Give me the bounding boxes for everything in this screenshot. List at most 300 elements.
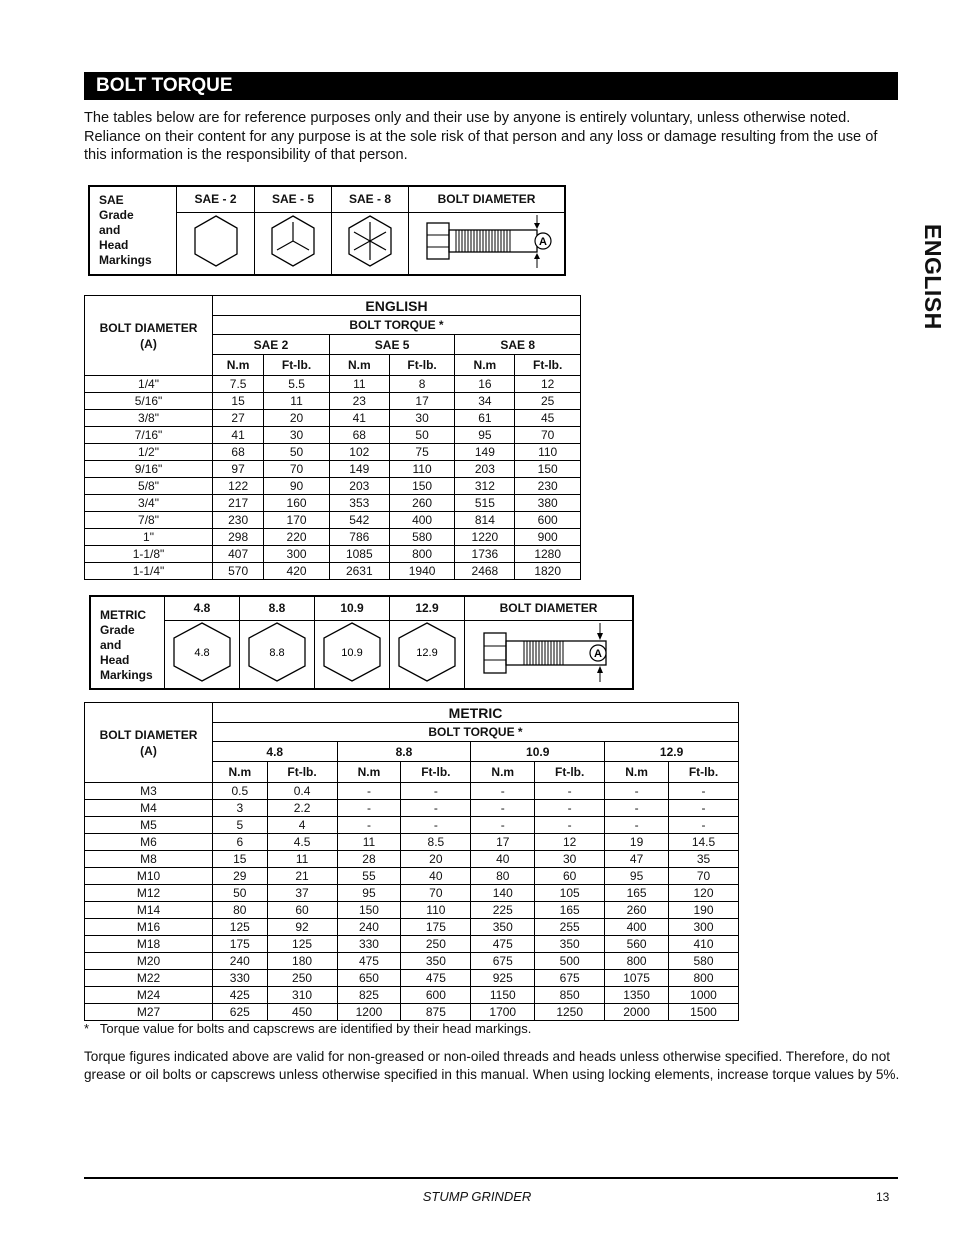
table-row bbox=[85, 783, 739, 800]
torque-value-cell: 70 bbox=[401, 885, 471, 902]
table-row bbox=[85, 410, 581, 427]
torque-value-cell: 380 bbox=[515, 495, 581, 512]
metric-grade-header: 4.8 bbox=[165, 596, 240, 620]
torque-value-cell: 2631 bbox=[329, 563, 389, 580]
torque-value-cell: 110 bbox=[389, 461, 455, 478]
metric-grade-header: 12.9 bbox=[390, 596, 465, 620]
table-row bbox=[85, 800, 739, 817]
torque-value-cell: 70 bbox=[669, 868, 739, 885]
metric-group: 10.9 bbox=[471, 742, 605, 762]
table-row bbox=[85, 970, 739, 987]
torque-value-cell: 50 bbox=[389, 427, 455, 444]
bolt-size-cell: M12 bbox=[85, 885, 213, 902]
torque-value-cell: 125 bbox=[267, 936, 337, 953]
torque-value-cell: 7.5 bbox=[213, 376, 264, 393]
torque-value-cell: 17 bbox=[471, 834, 535, 851]
torque-value-cell: 125 bbox=[213, 919, 268, 936]
torque-value-cell: 34 bbox=[455, 393, 515, 410]
table-row bbox=[85, 546, 581, 563]
torque-value-cell: 180 bbox=[267, 953, 337, 970]
torque-value-cell: - bbox=[605, 800, 669, 817]
bolt-diameter-header: BOLT DIAMETER bbox=[465, 596, 634, 620]
torque-value-cell: 12 bbox=[515, 376, 581, 393]
torque-value-cell: 240 bbox=[213, 953, 268, 970]
torque-value-cell: 1220 bbox=[455, 529, 515, 546]
english-unit: Ft-lb. bbox=[515, 355, 581, 376]
torque-value-cell: 102 bbox=[329, 444, 389, 461]
torque-value-cell: 350 bbox=[401, 953, 471, 970]
torque-value-cell: 61 bbox=[455, 410, 515, 427]
torque-value-cell: 55 bbox=[337, 868, 401, 885]
bolt-size-cell: M4 bbox=[85, 800, 213, 817]
torque-value-cell: - bbox=[401, 800, 471, 817]
torque-value-cell: 140 bbox=[471, 885, 535, 902]
torque-value-cell: - bbox=[669, 783, 739, 800]
torque-value-cell: 60 bbox=[267, 902, 337, 919]
torque-value-cell: 50 bbox=[213, 885, 268, 902]
torque-value-cell: 150 bbox=[337, 902, 401, 919]
torque-value-cell: - bbox=[535, 817, 605, 834]
torque-value-cell: 1280 bbox=[515, 546, 581, 563]
torque-value-cell: 30 bbox=[389, 410, 455, 427]
table-row bbox=[85, 885, 739, 902]
bolt-size-cell: M18 bbox=[85, 936, 213, 953]
english-title: ENGLISH bbox=[213, 296, 581, 316]
torque-value-cell: 203 bbox=[329, 478, 389, 495]
torque-value-cell: 27 bbox=[213, 410, 264, 427]
table-row bbox=[85, 512, 581, 529]
torque-value-cell: 40 bbox=[471, 851, 535, 868]
torque-value-cell: 4.5 bbox=[267, 834, 337, 851]
torque-value-cell: 330 bbox=[337, 936, 401, 953]
torque-value-cell: - bbox=[535, 800, 605, 817]
table-row bbox=[85, 393, 581, 410]
torque-value-cell: 425 bbox=[213, 987, 268, 1004]
metric-title: METRIC bbox=[213, 703, 739, 723]
torque-value-cell: 580 bbox=[669, 953, 739, 970]
torque-value-cell: 310 bbox=[267, 987, 337, 1004]
table-row bbox=[85, 478, 581, 495]
footnote-text: Torque value for bolts and capscrews are identified by their head markings. bbox=[99, 1021, 532, 1036]
torque-value-cell: 11 bbox=[337, 834, 401, 851]
torque-value-cell: 110 bbox=[401, 902, 471, 919]
footnote bbox=[84, 1021, 531, 1036]
torque-value-cell: 105 bbox=[535, 885, 605, 902]
english-unit: N.m bbox=[329, 355, 389, 376]
torque-value-cell: - bbox=[337, 783, 401, 800]
bolt-size-cell: 7/16" bbox=[85, 427, 213, 444]
torque-value-cell: 37 bbox=[267, 885, 337, 902]
torque-value-cell: 16 bbox=[455, 376, 515, 393]
english-group: SAE 8 bbox=[455, 335, 581, 355]
metric-head-label: 8.8 bbox=[269, 646, 285, 659]
torque-value-cell: 4 bbox=[267, 817, 337, 834]
metric-unit: Ft-lb. bbox=[401, 762, 471, 783]
torque-value-cell: 50 bbox=[264, 444, 330, 461]
torque-value-cell: 1085 bbox=[329, 546, 389, 563]
torque-value-cell: 6 bbox=[213, 834, 268, 851]
torque-value-cell: 30 bbox=[535, 851, 605, 868]
torque-value-cell: 41 bbox=[213, 427, 264, 444]
english-unit: N.m bbox=[213, 355, 264, 376]
torque-value-cell: - bbox=[605, 783, 669, 800]
bolt-size-cell: 1/4" bbox=[85, 376, 213, 393]
torque-value-cell: 400 bbox=[389, 512, 455, 529]
table-row bbox=[85, 376, 581, 393]
metric-head-label: 4.8 bbox=[194, 646, 210, 659]
metric-head-label: 10.9 bbox=[341, 646, 363, 659]
torque-value-cell: 1940 bbox=[389, 563, 455, 580]
metric-grade-label: METRIC Grade and Head Markings bbox=[90, 596, 165, 689]
torque-value-cell: 20 bbox=[264, 410, 330, 427]
torque-value-cell: 35 bbox=[669, 851, 739, 868]
torque-value-cell: 175 bbox=[213, 936, 268, 953]
metric-unit: N.m bbox=[471, 762, 535, 783]
bolt-size-cell: 3/8" bbox=[85, 410, 213, 427]
torque-value-cell: 814 bbox=[455, 512, 515, 529]
metric-head-label: 12.9 bbox=[416, 646, 438, 659]
bolt-size-cell: 7/8" bbox=[85, 512, 213, 529]
metric-unit: Ft-lb. bbox=[267, 762, 337, 783]
torque-value-cell: 47 bbox=[605, 851, 669, 868]
metric-diameter-marker: A bbox=[593, 647, 602, 660]
torque-value-cell: 70 bbox=[515, 427, 581, 444]
sae-5-header: SAE - 5 bbox=[255, 186, 332, 212]
torque-value-cell: 203 bbox=[455, 461, 515, 478]
metric-torque-table bbox=[84, 702, 739, 1021]
torque-value-cell: 312 bbox=[455, 478, 515, 495]
table-row bbox=[85, 1004, 739, 1021]
table-row bbox=[85, 902, 739, 919]
torque-value-cell: 2000 bbox=[605, 1004, 669, 1021]
torque-value-cell: 120 bbox=[669, 885, 739, 902]
table-row bbox=[85, 817, 739, 834]
table-row bbox=[85, 461, 581, 478]
torque-value-cell: 410 bbox=[669, 936, 739, 953]
torque-value-cell: - bbox=[337, 800, 401, 817]
torque-value-cell: - bbox=[669, 817, 739, 834]
table-row bbox=[85, 834, 739, 851]
torque-value-cell: 97 bbox=[213, 461, 264, 478]
metric-group: 8.8 bbox=[337, 742, 471, 762]
torque-value-cell: 80 bbox=[213, 902, 268, 919]
sae-8-header: SAE - 8 bbox=[332, 186, 409, 212]
bolt-size-cell: M16 bbox=[85, 919, 213, 936]
bolt-size-cell: M22 bbox=[85, 970, 213, 987]
english-row-header: BOLT DIAMETER (A) bbox=[85, 296, 213, 376]
torque-value-cell: 217 bbox=[213, 495, 264, 512]
bolt-size-cell: M27 bbox=[85, 1004, 213, 1021]
bolt-size-cell: M8 bbox=[85, 851, 213, 868]
page-number: 13 bbox=[876, 1190, 890, 1204]
torque-value-cell: 0.4 bbox=[267, 783, 337, 800]
bolt-size-cell: 5/16" bbox=[85, 393, 213, 410]
torque-value-cell: 15 bbox=[213, 851, 268, 868]
metric-12-9-head-marking bbox=[390, 620, 465, 689]
torque-value-cell: 5.5 bbox=[264, 376, 330, 393]
torque-value-cell: 225 bbox=[471, 902, 535, 919]
torque-value-cell: 600 bbox=[401, 987, 471, 1004]
english-group: SAE 5 bbox=[329, 335, 455, 355]
torque-value-cell: 475 bbox=[337, 953, 401, 970]
torque-value-cell: 300 bbox=[264, 546, 330, 563]
torque-value-cell: 220 bbox=[264, 529, 330, 546]
torque-value-cell: 92 bbox=[267, 919, 337, 936]
torque-value-cell: 165 bbox=[535, 902, 605, 919]
torque-value-cell: 580 bbox=[389, 529, 455, 546]
torque-value-cell: 68 bbox=[329, 427, 389, 444]
sae-markings-table bbox=[88, 185, 566, 276]
torque-value-cell: 298 bbox=[213, 529, 264, 546]
table-row bbox=[85, 919, 739, 936]
bolt-size-cell: 1/2" bbox=[85, 444, 213, 461]
metric-group: 4.8 bbox=[213, 742, 338, 762]
torque-value-cell: 165 bbox=[605, 885, 669, 902]
torque-value-cell: 41 bbox=[329, 410, 389, 427]
torque-value-cell: 90 bbox=[264, 478, 330, 495]
torque-value-cell: 250 bbox=[267, 970, 337, 987]
torque-value-cell: 75 bbox=[389, 444, 455, 461]
torque-value-cell: 1736 bbox=[455, 546, 515, 563]
torque-value-cell: 11 bbox=[329, 376, 389, 393]
sae-diameter-marker: A bbox=[538, 235, 547, 248]
torque-value-cell: 925 bbox=[471, 970, 535, 987]
torque-value-cell: 17 bbox=[389, 393, 455, 410]
torque-value-cell: 8.5 bbox=[401, 834, 471, 851]
torque-value-cell: 68 bbox=[213, 444, 264, 461]
sae-grade-label: SAE Grade and Head Markings bbox=[89, 186, 177, 275]
torque-value-cell: 560 bbox=[605, 936, 669, 953]
metric-4-8-head-marking bbox=[165, 620, 240, 689]
metric-8-8-head-marking bbox=[240, 620, 315, 689]
english-torque-table bbox=[84, 295, 581, 580]
metric-grade-header: 10.9 bbox=[315, 596, 390, 620]
metric-unit: N.m bbox=[605, 762, 669, 783]
torque-value-cell: 190 bbox=[669, 902, 739, 919]
torque-value-cell: 450 bbox=[267, 1004, 337, 1021]
torque-value-cell: 1820 bbox=[515, 563, 581, 580]
torque-value-cell: 260 bbox=[605, 902, 669, 919]
torque-value-cell: - bbox=[337, 817, 401, 834]
bolt-size-cell: 9/16" bbox=[85, 461, 213, 478]
metric-unit: N.m bbox=[337, 762, 401, 783]
footer-divider bbox=[84, 1177, 898, 1179]
torque-value-cell: - bbox=[401, 817, 471, 834]
bolt-size-cell: 1-1/8" bbox=[85, 546, 213, 563]
table-row bbox=[85, 987, 739, 1004]
torque-value-cell: 786 bbox=[329, 529, 389, 546]
torque-value-cell: 149 bbox=[455, 444, 515, 461]
metric-row-header: BOLT DIAMETER (A) bbox=[85, 703, 213, 783]
torque-value-cell: 825 bbox=[337, 987, 401, 1004]
english-subtitle: BOLT TORQUE * bbox=[213, 316, 581, 335]
bolt-size-cell: M10 bbox=[85, 868, 213, 885]
torque-value-cell: 230 bbox=[213, 512, 264, 529]
torque-value-cell: 255 bbox=[535, 919, 605, 936]
metric-group: 12.9 bbox=[605, 742, 739, 762]
torque-value-cell: 500 bbox=[535, 953, 605, 970]
torque-value-cell: 5 bbox=[213, 817, 268, 834]
torque-value-cell: 300 bbox=[669, 919, 739, 936]
torque-value-cell: 20 bbox=[401, 851, 471, 868]
torque-value-cell: 1075 bbox=[605, 970, 669, 987]
torque-value-cell: 175 bbox=[401, 919, 471, 936]
table-row bbox=[85, 851, 739, 868]
torque-value-cell: 110 bbox=[515, 444, 581, 461]
torque-value-cell: 240 bbox=[337, 919, 401, 936]
torque-value-cell: 95 bbox=[455, 427, 515, 444]
torque-value-cell: 407 bbox=[213, 546, 264, 563]
torque-value-cell: - bbox=[471, 800, 535, 817]
table-row bbox=[85, 495, 581, 512]
bolt-size-cell: M5 bbox=[85, 817, 213, 834]
bolt-size-cell: M20 bbox=[85, 953, 213, 970]
bolt-size-cell: 5/8" bbox=[85, 478, 213, 495]
english-unit: Ft-lb. bbox=[389, 355, 455, 376]
torque-value-cell: 160 bbox=[264, 495, 330, 512]
bolt-size-cell: M3 bbox=[85, 783, 213, 800]
torque-value-cell: 515 bbox=[455, 495, 515, 512]
torque-value-cell: 1350 bbox=[605, 987, 669, 1004]
torque-value-cell: 875 bbox=[401, 1004, 471, 1021]
table-row bbox=[85, 444, 581, 461]
section-title: BOLT TORQUE bbox=[84, 72, 898, 100]
torque-value-cell: 29 bbox=[213, 868, 268, 885]
bolt-diameter-header: BOLT DIAMETER bbox=[409, 186, 566, 212]
torque-value-cell: 260 bbox=[389, 495, 455, 512]
metric-unit: Ft-lb. bbox=[669, 762, 739, 783]
torque-value-cell: 600 bbox=[515, 512, 581, 529]
table-row bbox=[85, 427, 581, 444]
torque-value-cell: 542 bbox=[329, 512, 389, 529]
table-row bbox=[85, 953, 739, 970]
sae-2-head-marking bbox=[177, 212, 255, 275]
bolt-size-cell: 3/4" bbox=[85, 495, 213, 512]
torque-value-cell: 45 bbox=[515, 410, 581, 427]
torque-value-cell: 2468 bbox=[455, 563, 515, 580]
torque-value-cell: 330 bbox=[213, 970, 268, 987]
torque-value-cell: 149 bbox=[329, 461, 389, 478]
metric-grade-header: 8.8 bbox=[240, 596, 315, 620]
torque-value-cell: 28 bbox=[337, 851, 401, 868]
torque-value-cell: 8 bbox=[389, 376, 455, 393]
torque-value-cell: 1150 bbox=[471, 987, 535, 1004]
torque-value-cell: 800 bbox=[605, 953, 669, 970]
metric-10-9-head-marking bbox=[315, 620, 390, 689]
torque-value-cell: 3 bbox=[213, 800, 268, 817]
torque-value-cell: 2.2 bbox=[267, 800, 337, 817]
torque-value-cell: 675 bbox=[535, 970, 605, 987]
torque-value-cell: 150 bbox=[515, 461, 581, 478]
bolt-size-cell: 1" bbox=[85, 529, 213, 546]
torque-value-cell: 850 bbox=[535, 987, 605, 1004]
torque-value-cell: 12 bbox=[535, 834, 605, 851]
metric-subtitle: BOLT TORQUE * bbox=[213, 723, 739, 742]
torque-value-cell: 250 bbox=[401, 936, 471, 953]
intro-paragraph: The tables below are for reference purposes only and their use by anyone is entirely voluntary, unless otherwise noted. Reliance on their content for any purpose is at the sole risk of that person and any loss or damage resulting from the use of this information is the responsibility of that person. bbox=[84, 110, 878, 163]
torque-value-cell: 353 bbox=[329, 495, 389, 512]
torque-value-cell: 14.5 bbox=[669, 834, 739, 851]
torque-value-cell: 0.5 bbox=[213, 783, 268, 800]
torque-value-cell: 60 bbox=[535, 868, 605, 885]
torque-value-cell: - bbox=[535, 783, 605, 800]
torque-value-cell: 1700 bbox=[471, 1004, 535, 1021]
torque-value-cell: - bbox=[471, 783, 535, 800]
torque-value-cell: 475 bbox=[401, 970, 471, 987]
table-row bbox=[85, 868, 739, 885]
torque-value-cell: 350 bbox=[535, 936, 605, 953]
torque-value-cell: 900 bbox=[515, 529, 581, 546]
metric-unit: N.m bbox=[213, 762, 268, 783]
torque-value-cell: 80 bbox=[471, 868, 535, 885]
table-row bbox=[85, 936, 739, 953]
torque-value-cell: - bbox=[605, 817, 669, 834]
torque-value-cell: 1250 bbox=[535, 1004, 605, 1021]
torque-value-cell: 570 bbox=[213, 563, 264, 580]
torque-value-cell: 40 bbox=[401, 868, 471, 885]
torque-value-cell: 350 bbox=[471, 919, 535, 936]
english-group: SAE 2 bbox=[213, 335, 330, 355]
footnote-marker: * bbox=[84, 1021, 90, 1036]
table-row bbox=[85, 563, 581, 580]
torque-value-cell: 650 bbox=[337, 970, 401, 987]
sae-8-head-marking bbox=[332, 212, 409, 275]
torque-value-cell: 170 bbox=[264, 512, 330, 529]
torque-value-cell: - bbox=[401, 783, 471, 800]
torque-value-cell: 70 bbox=[264, 461, 330, 478]
english-unit: Ft-lb. bbox=[264, 355, 330, 376]
torque-value-cell: - bbox=[471, 817, 535, 834]
metric-bolt-diagram bbox=[465, 620, 634, 689]
sae-bolt-diagram bbox=[409, 212, 566, 275]
torque-value-cell: 23 bbox=[329, 393, 389, 410]
table-row bbox=[85, 529, 581, 546]
torque-value-cell: 400 bbox=[605, 919, 669, 936]
torque-value-cell: 19 bbox=[605, 834, 669, 851]
torque-note: Torque figures indicated above are valid for non-greased or non-oiled threads and heads unless otherwise specified. Therefore, do not grease or oil bolts or capscrews unless otherwise specified in this manual. When using locking elements, increase torque values by 5%. bbox=[84, 1049, 900, 1082]
torque-value-cell: 800 bbox=[389, 546, 455, 563]
torque-value-cell: 30 bbox=[264, 427, 330, 444]
metric-markings-table bbox=[89, 595, 634, 690]
sae-5-head-marking bbox=[255, 212, 332, 275]
sae-2-header: SAE - 2 bbox=[177, 186, 255, 212]
torque-value-cell: 25 bbox=[515, 393, 581, 410]
bolt-size-cell: M24 bbox=[85, 987, 213, 1004]
side-tab bbox=[912, 222, 952, 342]
torque-value-cell: 625 bbox=[213, 1004, 268, 1021]
torque-value-cell: 1200 bbox=[337, 1004, 401, 1021]
torque-value-cell: 675 bbox=[471, 953, 535, 970]
torque-value-cell: 15 bbox=[213, 393, 264, 410]
torque-value-cell: 420 bbox=[264, 563, 330, 580]
bolt-size-cell: M14 bbox=[85, 902, 213, 919]
torque-value-cell: 1000 bbox=[669, 987, 739, 1004]
torque-value-cell: 95 bbox=[605, 868, 669, 885]
torque-value-cell: 800 bbox=[669, 970, 739, 987]
metric-unit: Ft-lb. bbox=[535, 762, 605, 783]
footer-title: STUMP GRINDER bbox=[422, 1189, 532, 1204]
torque-value-cell: 21 bbox=[267, 868, 337, 885]
torque-value-cell: 11 bbox=[267, 851, 337, 868]
bolt-size-cell: 1-1/4" bbox=[85, 563, 213, 580]
torque-value-cell: 475 bbox=[471, 936, 535, 953]
bolt-size-cell: M6 bbox=[85, 834, 213, 851]
torque-value-cell: 122 bbox=[213, 478, 264, 495]
torque-value-cell: 150 bbox=[389, 478, 455, 495]
torque-value-cell: 1500 bbox=[669, 1004, 739, 1021]
english-unit: N.m bbox=[455, 355, 515, 376]
side-tab-label: ENGLISH bbox=[920, 224, 946, 330]
